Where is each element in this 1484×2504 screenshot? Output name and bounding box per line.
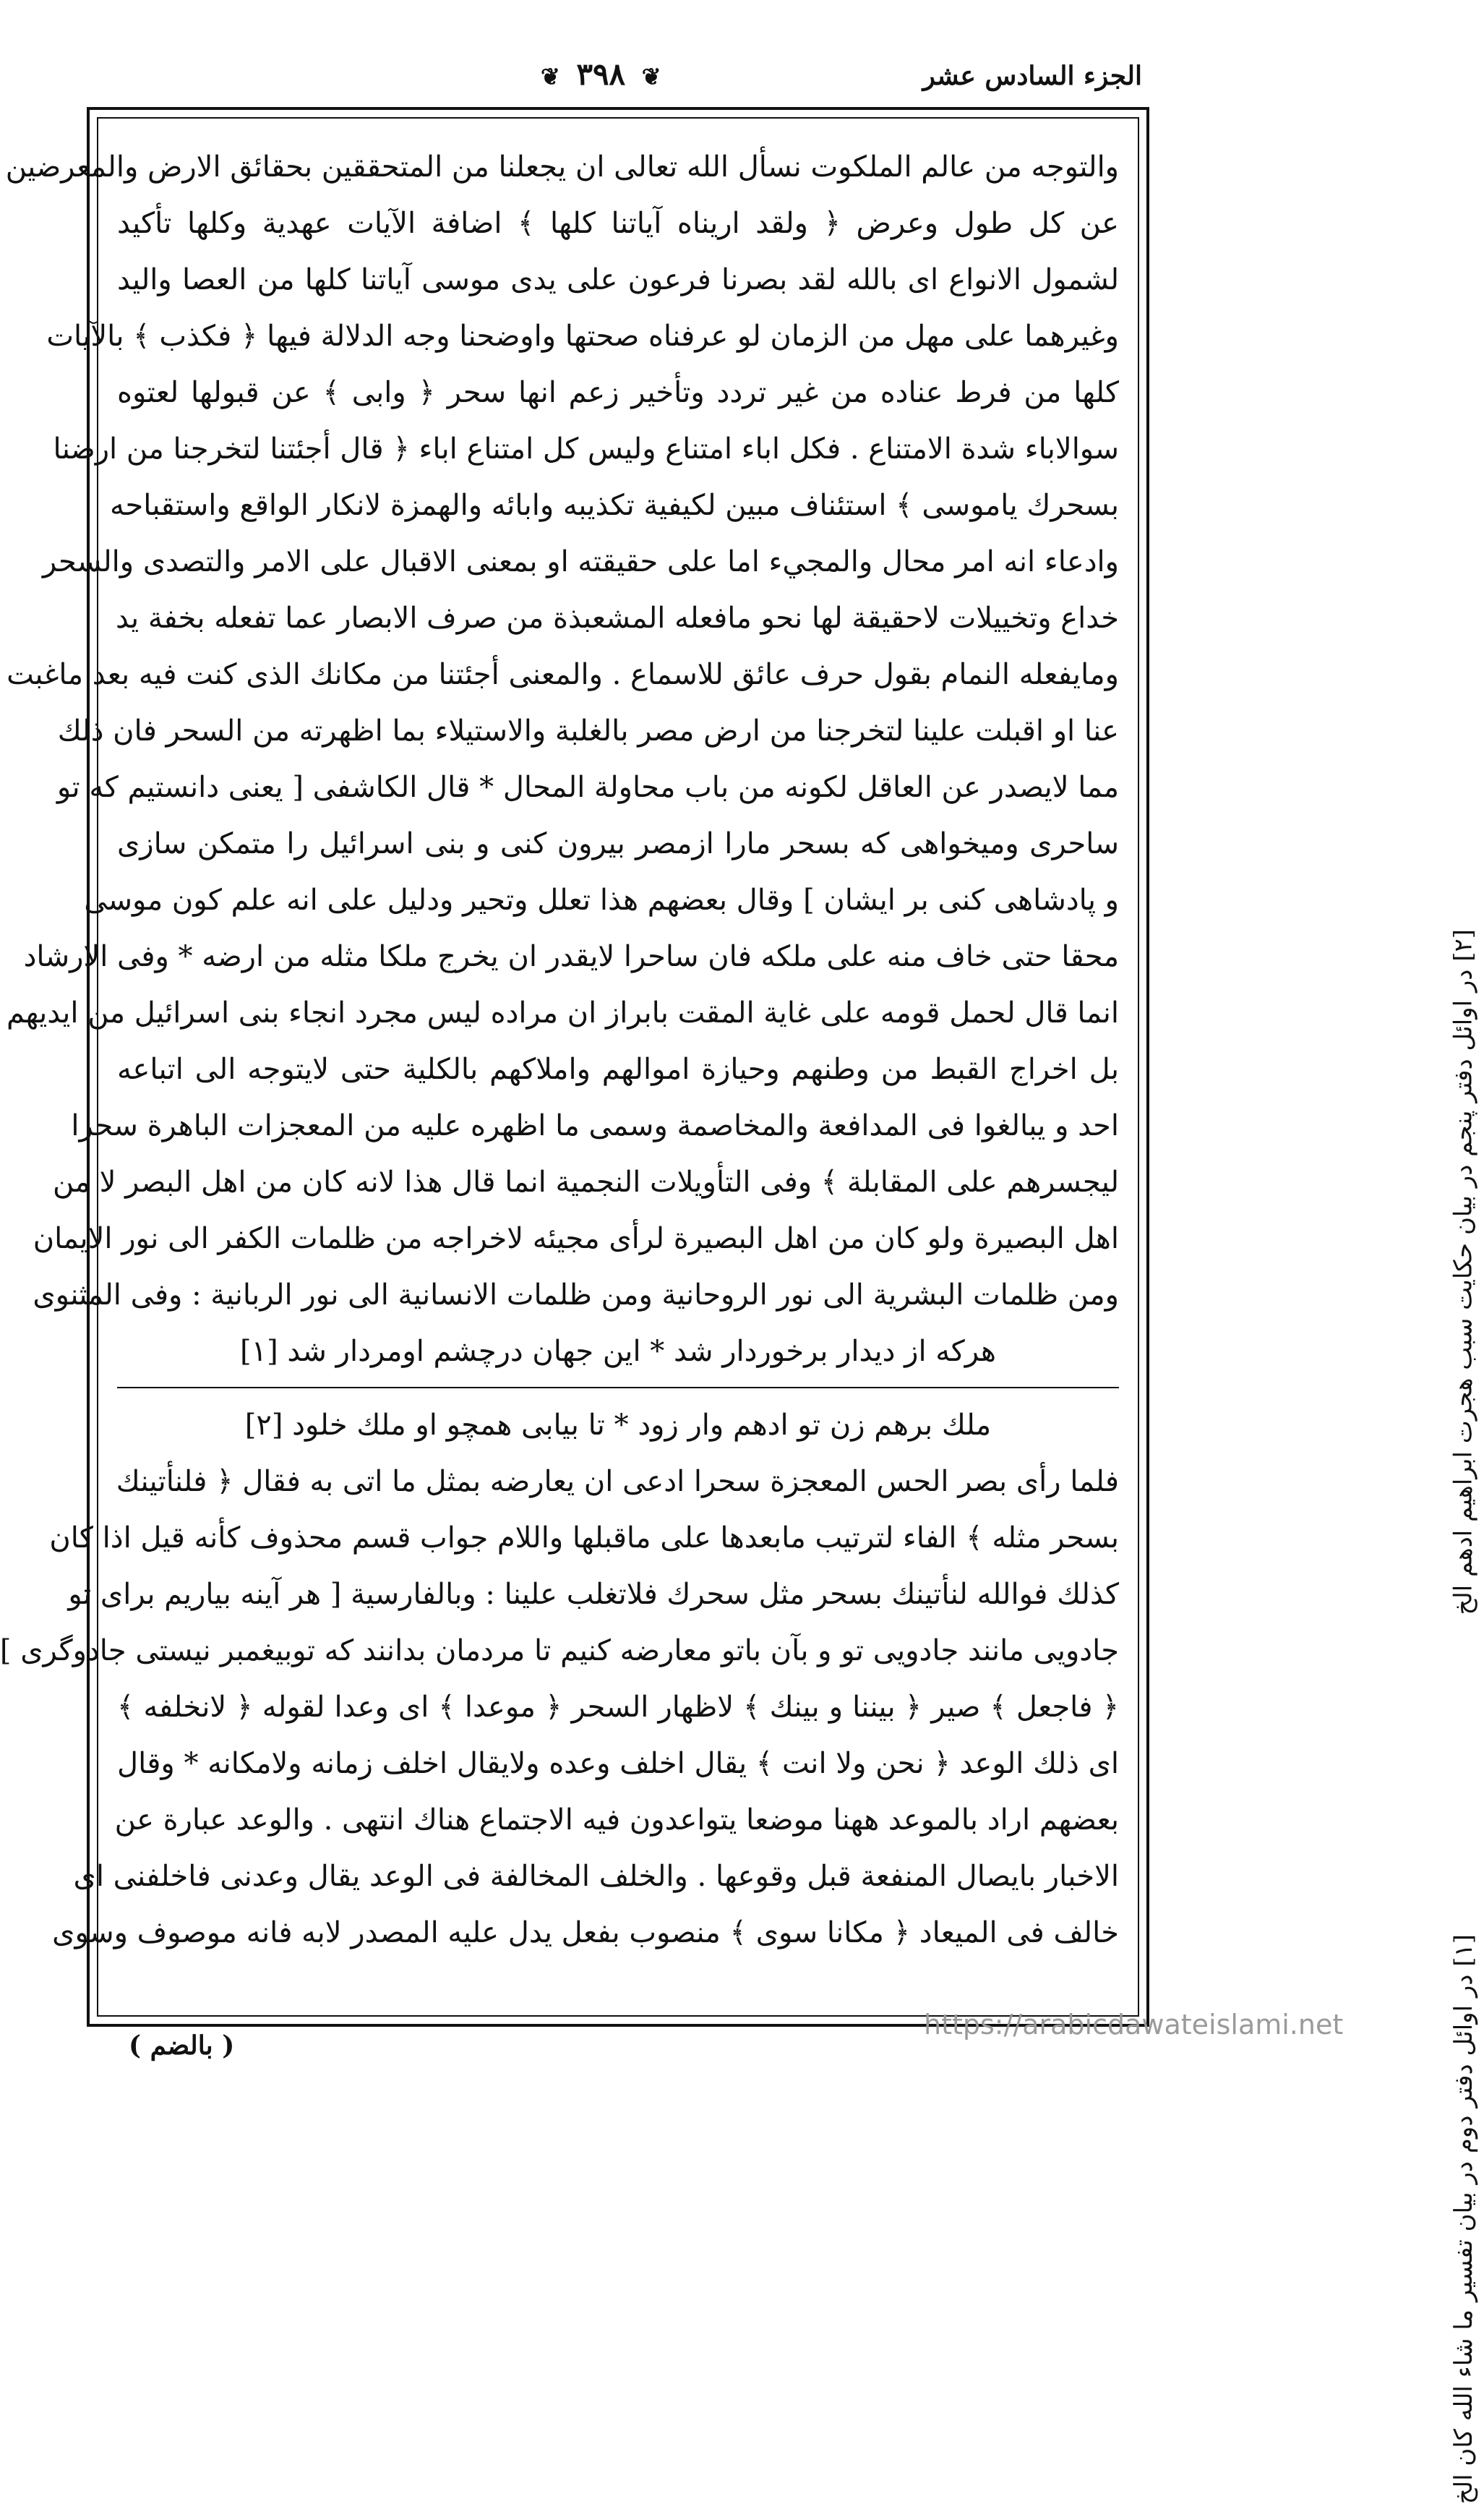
text-line: ومن ظلمات البشرية الى نور الروحانية ومن ظلمات الانسانية الى نور الربانية : وفى المثنوى bbox=[33, 1278, 1119, 1312]
text-frame bbox=[0, 107, 1149, 2027]
text-line: سوالاباء شدة الامتناع . فكل اباء امتناع وليس كل امتناع اباء ﴿ قال أجئتنا لتخرجنا من ارضنا bbox=[53, 432, 1119, 466]
text-line: جادويى مانند جادويى تو و بآن باتو معارضه كنيم تا مردمان بدانند كه توبيغمبر نيستى جادوگرى ] bbox=[0, 1634, 1119, 1667]
text-line: ومايفعله النمام بقول حرف عائق للاسماع . والمعنى أجئتنا من مكانك الذى كنت فيه بعد ماغبت bbox=[7, 658, 1119, 691]
text-line: بسحر مثله ﴾ الفاء لترتيب مابعدها على ماقبلها واللام جواب قسم محذوف كأنه قيل اذا كان bbox=[49, 1521, 1119, 1555]
text-line: اهل البصيرة ولو كان من اهل البصيرة لرأى مجيئه لاخراجه من ظلمات الكفر الى نور الايمان bbox=[33, 1222, 1119, 1255]
text-line: انما قال لحمل قومه على غاية المقت بابراز ان مراده ليس مجرد انجاء بنى اسرائيل من ايديهم bbox=[7, 996, 1119, 1030]
text-line: وغيرهما على مهل من الزمان لو عرفناه صحتها واوضحنا وجه الدلالة فيها ﴿ فكذب ﴾ بالآيات bbox=[46, 320, 1119, 353]
watermark-url[interactable]: https://arabicdawateislami.net bbox=[924, 2009, 1344, 2041]
margin-note: [٢] در اوائل دفتر پنجم در بيان حكايت سبب هجرت ابراهيم ادهم الخ bbox=[1449, 929, 1478, 1615]
margin-notes bbox=[1175, 112, 1478, 2504]
text-line: احد و يبالغوا فى المدافعة والمخاصمة وسمى ما اظهره عليه من المعجزات الباهرة سحرا bbox=[71, 1109, 1119, 1142]
text-line: محقا حتى خاف منه على ملكه فان ساحرا لايقدر ان يخرج ملكا مثله من ارضه * وفى الارشاد bbox=[23, 940, 1119, 973]
text-line: بعضهم اراد بالموعد ههنا موضعا يتواعدون فيه الاجتماع هناك انتهى . والوعد عبارة عن bbox=[114, 1803, 1119, 1837]
text-line: بسحرك ياموسى ﴾ استئناف مبين لكيفية تكذيبه وابائه والهمزة لانكار الواقع واستقباحه bbox=[110, 489, 1119, 522]
text-line: لشمول الانواع اى بالله لقد بصرنا فرعون على يدى موسى آياتنا كلها من العصا واليد bbox=[117, 263, 1119, 296]
margin-note: [١] در اوائل دفتر دوم در بيان تفسير ما شاء الله كان الخ bbox=[1449, 1934, 1478, 2504]
verse-line: ملك برهم زن تو ادهم وار زود * تا بيابى همچو او ملك خلود [٢] bbox=[244, 1409, 992, 1442]
text-line: بل اخراج القبط من وطنهم وحيازة اموالهم واملاكهم بالكلية حتى لايتوجه الى اتباعه bbox=[117, 1053, 1119, 1086]
text-line: وادعاء انه امر محال والمجيء اما على حقيقته او بمعنى الاقبال على الامر والتصدى والسحر bbox=[42, 545, 1119, 578]
main-text bbox=[0, 139, 1119, 1961]
text-line: عنا او اقبلت علينا لتخرجنا من ارض مصر بالغلبة والاستيلاء بما اظهرته من السحر فان ذلك bbox=[57, 714, 1119, 748]
text-line: عن كل طول وعرض ﴿ ولقد اريناه آياتنا كلها ﴾ اضافة الآيات عهدية وكلها تأكيد bbox=[117, 207, 1119, 240]
ornament-left-icon: ❦ bbox=[641, 63, 661, 90]
section-divider bbox=[117, 1387, 1119, 1388]
verse-line: هركه از ديدار برخوردار شد * اين جهان درچشم اومردار شد [١] bbox=[240, 1335, 996, 1368]
text-line: والتوجه من عالم الملكوت نسأل الله تعالى ان يجعلنا من المتحققين بحقائق الارض والمعرضين bbox=[5, 150, 1119, 184]
text-line: خداع وتخييلات لاحقيقة لها نحو مافعله المشعبذة من صرف الابصار عما تفعله بخفة يد bbox=[116, 602, 1119, 635]
text-line: اى ذلك الوعد ﴿ نحن ولا انت ﴾ يقال اخلف وعده ولايقال اخلف زمانه ولامكانه * وقال bbox=[117, 1747, 1119, 1780]
text-line: فلما رأى بصر الحس المعجزة سحرا ادعى ان يعارضه بمثل ما اتى به فقال ﴿ فلنأتينك bbox=[116, 1465, 1119, 1498]
text-line: ساحرى وميخواهى كه بسحر مارا ازمصر بيرون كنى و بنى اسرائيل را متمكن سازى bbox=[117, 827, 1119, 860]
text-line: ﴿ فاجعل ﴾ صير ﴿ بيننا و بينك ﴾ لاظهار السحر ﴿ موعدا ﴾ اى وعدا لقوله ﴿ لانخلفه ﴾ bbox=[117, 1691, 1119, 1724]
catchword: ( بالضم ) bbox=[129, 2030, 235, 2061]
text-line: الاخبار بايصال المنفعة قبل وقوعها . والخلف المخالفة فى الوعد يقال وعدنى فاخلفنى اى bbox=[73, 1860, 1119, 1893]
text-line: كلها من فرط عناده من غير تردد وتأخير زعم انها سحر ﴿ وابى ﴾ عن قبولها لعتوه bbox=[117, 376, 1119, 409]
ornament-right-icon: ❦ bbox=[541, 63, 560, 90]
text-line: ليجسرهم على المقابلة ﴾ وفى التأويلات النجمية انما قال هذا لانه كان من اهل البصر لا من bbox=[53, 1166, 1119, 1199]
page-number-text: ٣٩٨ bbox=[576, 56, 626, 92]
page-header bbox=[87, 56, 1142, 108]
page-number bbox=[535, 56, 667, 92]
text-line: كذلك فوالله لنأتينك بسحر مثل سحرك فلاتغلب علينا : وبالفارسية [ هر آينه بياريم براى تو bbox=[68, 1578, 1119, 1611]
text-line: و پادشاهى كنى بر ايشان ] وقال بعضهم هذا تعلل وتحير ودليل على انه علم كون موسى bbox=[84, 884, 1119, 917]
text-line: مما لايصدر عن العاقل لكونه من باب محاولة المحال * قال الكاشفى [ يعنى دانستيم كه تو bbox=[56, 771, 1119, 804]
running-head: الجزء السادس عشر bbox=[922, 61, 1142, 91]
text-line: خالف فى الميعاد ﴿ مكانا سوى ﴾ منصوب بفعل يدل عليه المصدر لابه فانه موصوف وسوى bbox=[52, 1916, 1119, 1949]
